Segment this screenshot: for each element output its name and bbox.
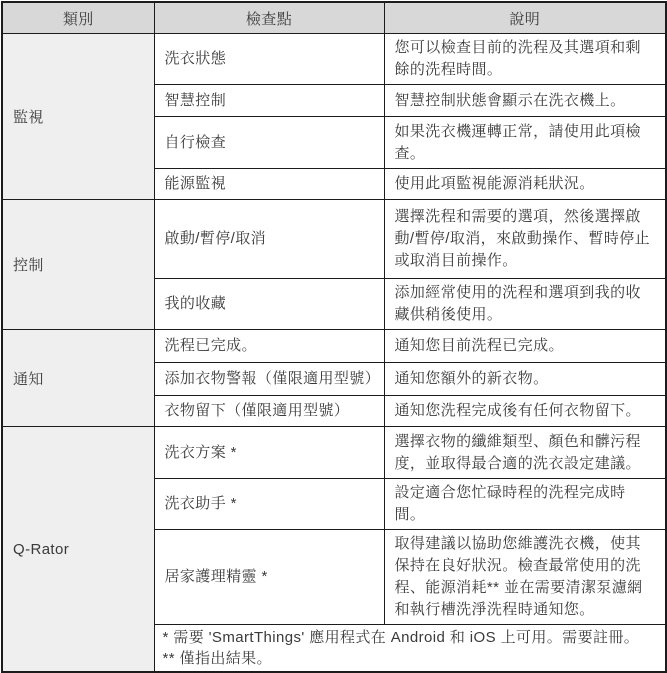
checkpoint-cell: 添加衣物警報（僅限適用型號） bbox=[154, 363, 384, 396]
table-row bbox=[2, 34, 666, 85]
checkpoint-cell: 我的收藏 bbox=[154, 279, 384, 330]
description-cell: 選擇衣物的纖維類型、顏色和髒污程度，並取得最合適的洗衣設定建議。 bbox=[384, 427, 666, 479]
checkpoint-cell: 洗衣狀態 bbox=[154, 34, 384, 85]
checkpoint-cell: 居家護理精靈 * bbox=[154, 530, 384, 625]
footnote-line-1: * 需要 'SmartThings' 應用程式在 Android 和 iOS 上可用。需要註冊。 bbox=[162, 629, 640, 646]
checkpoint-table bbox=[1, 1, 667, 673]
column-header-category: 類別 bbox=[2, 2, 154, 34]
category-cell-qrator: Q-Rator bbox=[2, 427, 154, 673]
category-cell-notification: 通知 bbox=[2, 330, 154, 427]
table-header-row bbox=[2, 2, 666, 34]
description-cell: 設定適合您忙碌時程的洗程完成時間。 bbox=[384, 479, 666, 530]
table-row bbox=[2, 427, 666, 479]
checkpoint-cell: 洗衣助手 * bbox=[154, 479, 384, 530]
checkpoint-cell: 洗衣方案 * bbox=[154, 427, 384, 479]
description-cell: 選擇洗程和需要的選項，然後選擇啟動/暫停/取消，來啟動操作、暫時停止或取消目前操作。 bbox=[384, 200, 666, 279]
description-cell: 如果洗衣機運轉正常，請使用此項檢查。 bbox=[384, 117, 666, 169]
column-header-checkpoint: 檢查點 bbox=[154, 2, 384, 34]
category-cell-control: 控制 bbox=[2, 200, 154, 330]
description-cell: 取得建議以協助您維護洗衣機，使其保持在良好狀況。檢查最常使用的洗程、能源消耗** 並在需要清潔泵濾網和執行槽洗淨洗程時通知您。 bbox=[384, 530, 666, 625]
description-cell: 通知您洗程完成後有任何衣物留下。 bbox=[384, 396, 666, 427]
category-cell-monitoring: 監視 bbox=[2, 34, 154, 200]
description-cell: 使用此項監視能源消耗狀況。 bbox=[384, 169, 666, 200]
checkpoint-cell: 啟動/暫停/取消 bbox=[154, 200, 384, 279]
footnote-cell bbox=[154, 625, 666, 673]
description-cell: 智慧控制狀態會顯示在洗衣機上。 bbox=[384, 85, 666, 117]
checkpoint-cell: 智慧控制 bbox=[154, 85, 384, 117]
description-cell: 通知您目前洗程已完成。 bbox=[384, 330, 666, 363]
checkpoint-cell: 衣物留下（僅限適用型號） bbox=[154, 396, 384, 427]
description-cell: 添加經常使用的洗程和選項到我的收藏供稍後使用。 bbox=[384, 279, 666, 330]
footnote-line-2: ** 僅指出結果。 bbox=[162, 650, 272, 667]
checkpoint-cell: 能源監視 bbox=[154, 169, 384, 200]
description-cell: 通知您額外的新衣物。 bbox=[384, 363, 666, 396]
checkpoint-cell: 自行檢查 bbox=[154, 117, 384, 169]
description-cell: 您可以檢查目前的洗程及其選項和剩餘的洗程時間。 bbox=[384, 34, 666, 85]
table-row bbox=[2, 200, 666, 279]
checkpoint-cell: 洗程已完成。 bbox=[154, 330, 384, 363]
table-row bbox=[2, 330, 666, 363]
column-header-description: 說明 bbox=[384, 2, 666, 34]
